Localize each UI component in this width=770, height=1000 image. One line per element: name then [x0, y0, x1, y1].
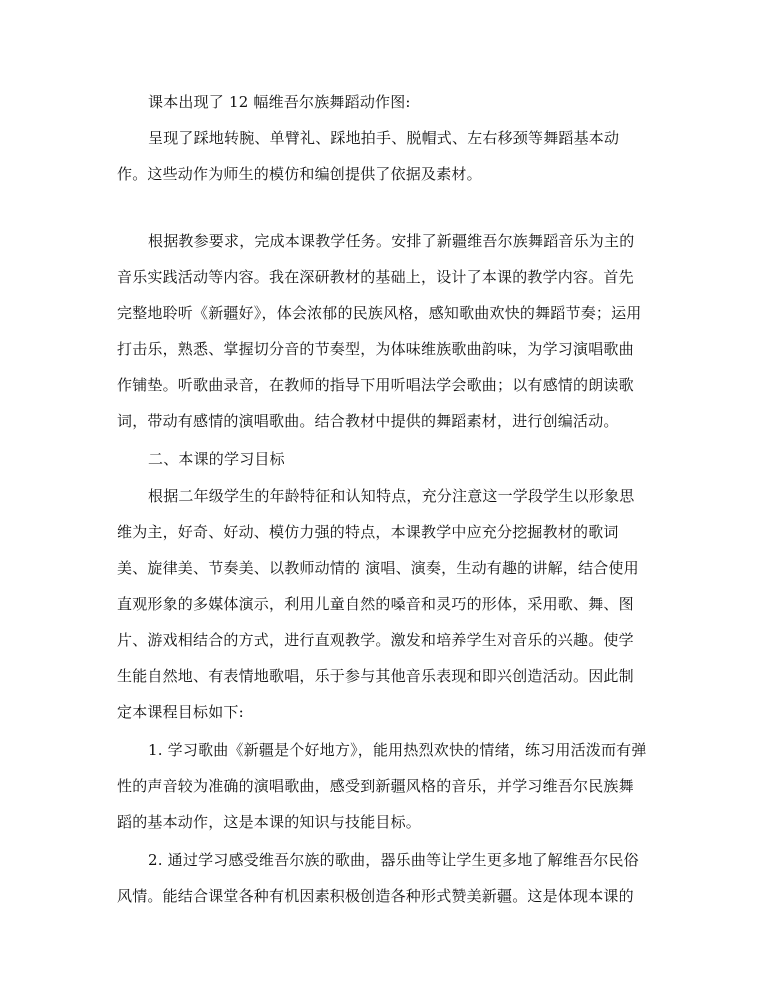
paragraph-line: 风情。能结合课堂各种有机因素积极创造各种形式赞美新疆。这是体现本课的 [117, 887, 634, 905]
list-item-line: 1. 学习歌曲《新疆是个好地方》，能用热烈欢快的情绪，练习用活泼而有弹 [148, 741, 647, 759]
paragraph-line: 维为主，好奇、好动、模仿力强的特点，本课教学中应充分挖掘教材的歌词 [117, 523, 619, 541]
paragraph-line: 根据二年级学生的年龄特征和认知特点，充分注意这一学段学生以形象思 [148, 487, 635, 505]
paragraph-line: 作铺垫。听歌曲录音，在教师的指导下用听唱法学会歌曲；以有感情的朗读歌 [117, 376, 634, 394]
paragraph-line: 蹈的基本动作，这是本课的知识与技能目标。 [117, 813, 422, 831]
paragraph-line: 生能自然地、有表情地歌唱，乐于参与其他音乐表现和即兴创造活动。因此制 [117, 667, 634, 685]
paragraph-line: 课本出现了 12 幅维吾尔族舞蹈动作图: [148, 93, 411, 111]
paragraph-line: 完整地聆听《新疆好》，体会浓郁的民族风格，感知歌曲欢快的舞蹈节奏；运用 [117, 304, 642, 322]
paragraph-line: 词，带动有感情的演唱歌曲。结合教材中提供的舞蹈素材，进行创编活动。 [117, 412, 619, 430]
paragraph-line: 作。这些动作为师生的模仿和编创提供了依据及素材。 [117, 165, 482, 183]
paragraph-line: 美、旋律美、节奏美、以教师动情的 演唱、演奏，生动有趣的讲解，结合使用 [117, 559, 639, 577]
paragraph-line: 根据教参要求，完成本课教学任务。安排了新疆维吾尔族舞蹈音乐为主的 [148, 232, 635, 250]
paragraph-line: 定本课程目标如下: [117, 703, 244, 721]
paragraph-line: 打击乐，熟悉、掌握切分音的节奏型，为体味维族歌曲韵味，为学习演唱歌曲 [117, 340, 634, 358]
section-heading: 二、本课的学习目标 [148, 450, 285, 468]
paragraph-line: 性的声音较为准确的演唱歌曲，感受到新疆风格的音乐，并学习维吾尔民族舞 [117, 777, 634, 795]
paragraph-line: 呈现了踩地转腕、单臂礼、踩地拍手、脱帽式、左右移颈等舞蹈基本动 [148, 129, 620, 147]
paragraph-line: 直观形象的多媒体演示，利用儿童自然的嗓音和灵巧的形体，采用歌、舞、图 [117, 595, 634, 613]
paragraph-line: 片、游戏相结合的方式，进行直观教学。激发和培养学生对音乐的兴趣。使学 [117, 631, 634, 649]
list-item-line: 2. 通过学习感受维吾尔族的歌曲，器乐曲等让学生更多地了解维吾尔民俗 [148, 851, 639, 869]
paragraph-line: 音乐实践活动等内容。我在深研教材的基础上，设计了本课的教学内容。首先 [117, 268, 634, 286]
